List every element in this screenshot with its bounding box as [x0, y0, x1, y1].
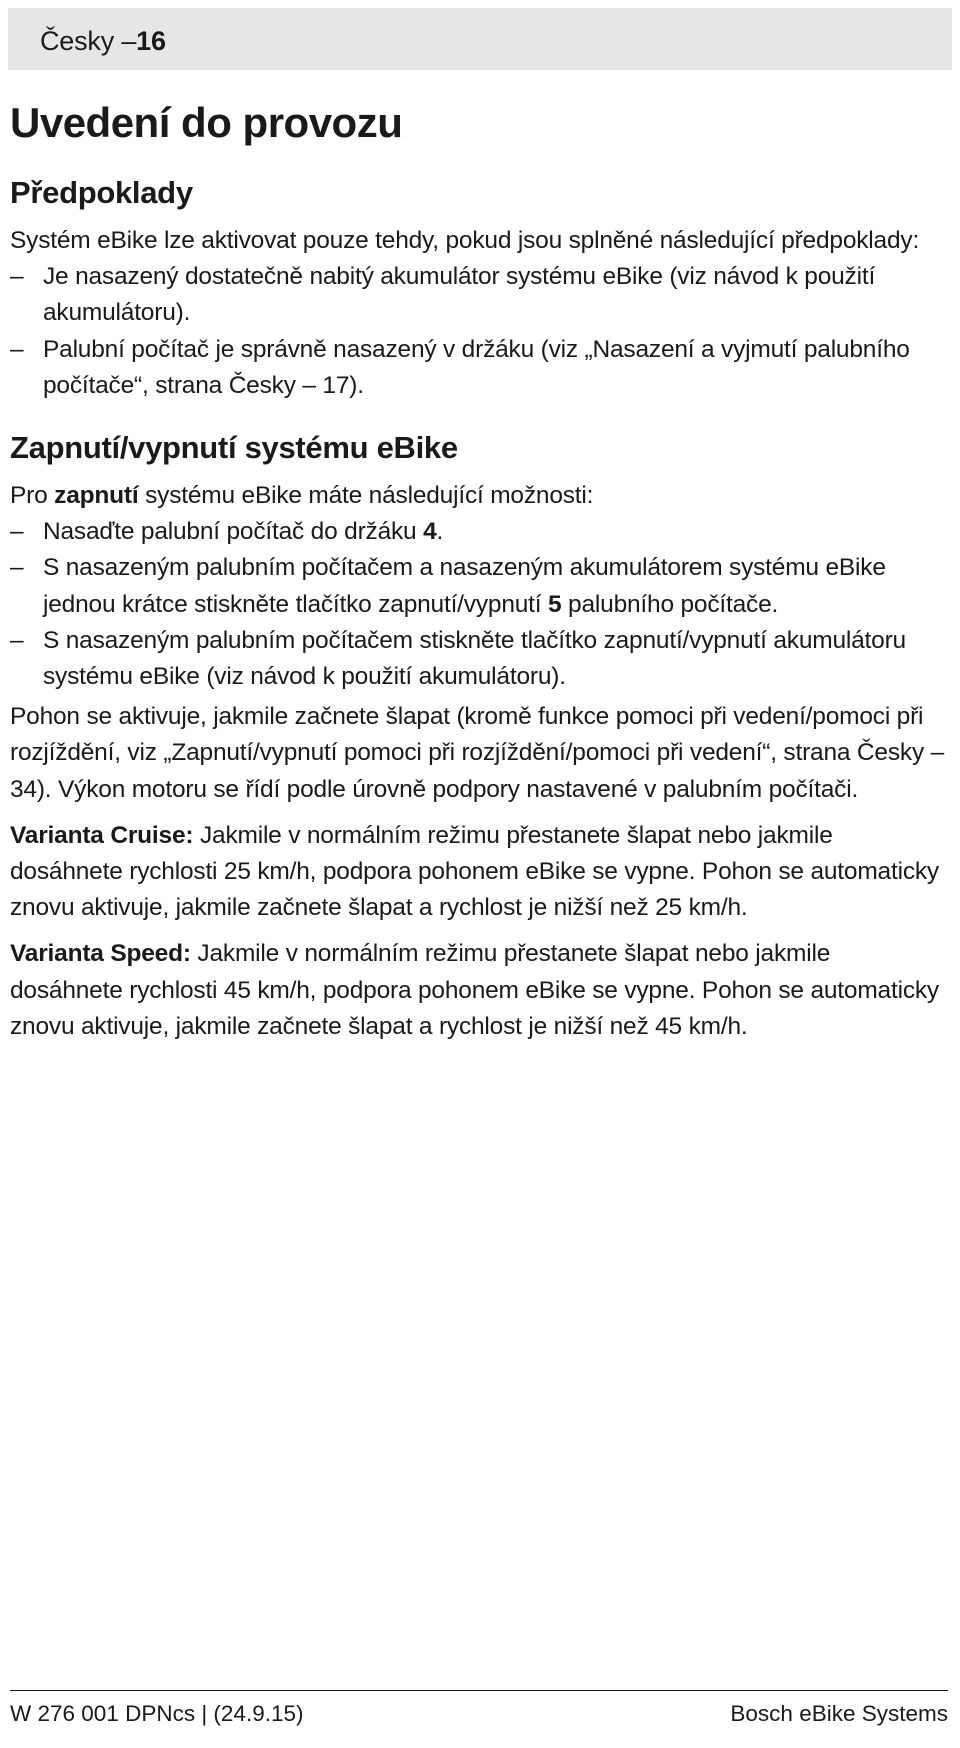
onoff-item2-post: palubního počítače.	[561, 590, 779, 618]
onoff-heading: Zapnutí/vypnutí systému eBike	[10, 430, 458, 466]
onoff-intro	[10, 478, 945, 514]
list-item-text: Je nasazený dostatečně nabitý akumulátor systému eBike (viz návod k použití akumulátoru).	[43, 263, 876, 327]
onoff-intro-pre: Pro	[10, 482, 55, 510]
prerequisites-intro: Systém eBike lze aktivovat pouze tehdy, pokud jsou splněné následující předpoklady:	[10, 227, 920, 254]
onoff-item2-bold: 5	[548, 590, 562, 618]
dash-marker: –	[10, 263, 24, 291]
prerequisites-list	[10, 259, 945, 404]
list-item	[10, 550, 945, 622]
page-header	[8, 8, 952, 70]
cruise-label: Varianta Cruise:	[10, 821, 194, 849]
cruise-paragraph	[10, 818, 945, 927]
onoff-item1-bold: 4	[423, 518, 437, 546]
speed-text: Jakmile v normálním režimu přestanete šlapat nebo jakmile dosáhnete rychlosti 45 km/h, podpora pohonem eBike se vypne. Pohon se automaticky znovu aktivuje, jakmile začnete šlapat a rychlost je nižší než 45 km/h.	[10, 940, 939, 1040]
dash-marker: –	[10, 335, 24, 363]
header-separator: –	[121, 26, 137, 56]
onoff-item3-text: S nasazeným palubním počítačem stiskněte tlačítko zapnutí/vypnutí akumulátoru systému eBike (viz návod k použití akumulátoru).	[43, 626, 906, 691]
speed-paragraph	[10, 936, 945, 1045]
onoff-intro-bold: zapnutí	[54, 482, 139, 510]
onoff-intro-post: systému eBike máte následující možnosti:	[138, 482, 594, 510]
onoff-item1-post: .	[436, 518, 444, 546]
onoff-item1-pre: Nasaďte palubní počítač do držáku	[43, 518, 424, 546]
header-label	[40, 26, 166, 57]
list-item	[10, 514, 945, 550]
cruise-text: Jakmile v normálním režimu přestanete šlapat nebo jakmile dosáhnete rychlosti 25 km/h, podpora pohonem eBike se vypne. Pohon se automaticky znovu aktivuje, jakmile začnete šlapat a rychlost je nižší než 25 km/h.	[10, 821, 939, 922]
drive-paragraph: Pohon se aktivuje, jakmile začnete šlapat (kromě funkce pomoci při vedení/pomoci při rozjíždění, viz „Zapnutí/vypnutí pomoci při rozjíždění/pomoci při vedení“, strana Česky – 34). Výkon motoru se řídí podle úrovně podpory nastavené v palubním počítači.	[10, 703, 945, 803]
onoff-item2-pre: S nasazeným palubním počítačem a nasazeným akumulátorem systému eBike jednou krátce stiskněte tlačítko zapnutí/vypnutí	[43, 554, 886, 618]
header-page-number: 16	[136, 26, 166, 56]
dash-marker: –	[10, 626, 24, 654]
dash-marker: –	[10, 554, 24, 582]
page-content	[10, 95, 945, 1045]
dash-marker: –	[10, 518, 24, 546]
page-footer	[10, 1690, 948, 1727]
header-language: Česky	[40, 26, 115, 56]
list-item	[10, 259, 945, 331]
list-item-text: Palubní počítač je správně nasazený v držáku (viz „Nasazení a vyjmutí palubního počítače“, strana Česky – 17).	[43, 335, 910, 399]
list-item	[10, 623, 945, 695]
footer-brand: Bosch eBike Systems	[730, 1701, 948, 1726]
onoff-list	[10, 514, 945, 695]
speed-label: Varianta Speed:	[10, 940, 191, 968]
list-item	[10, 332, 945, 404]
footer-doc-id: W 276 001 DPNcs | (24.9.15)	[10, 1701, 304, 1726]
page-title: Uvedení do provozu	[10, 99, 403, 146]
prerequisites-heading: Předpoklady	[10, 175, 193, 210]
